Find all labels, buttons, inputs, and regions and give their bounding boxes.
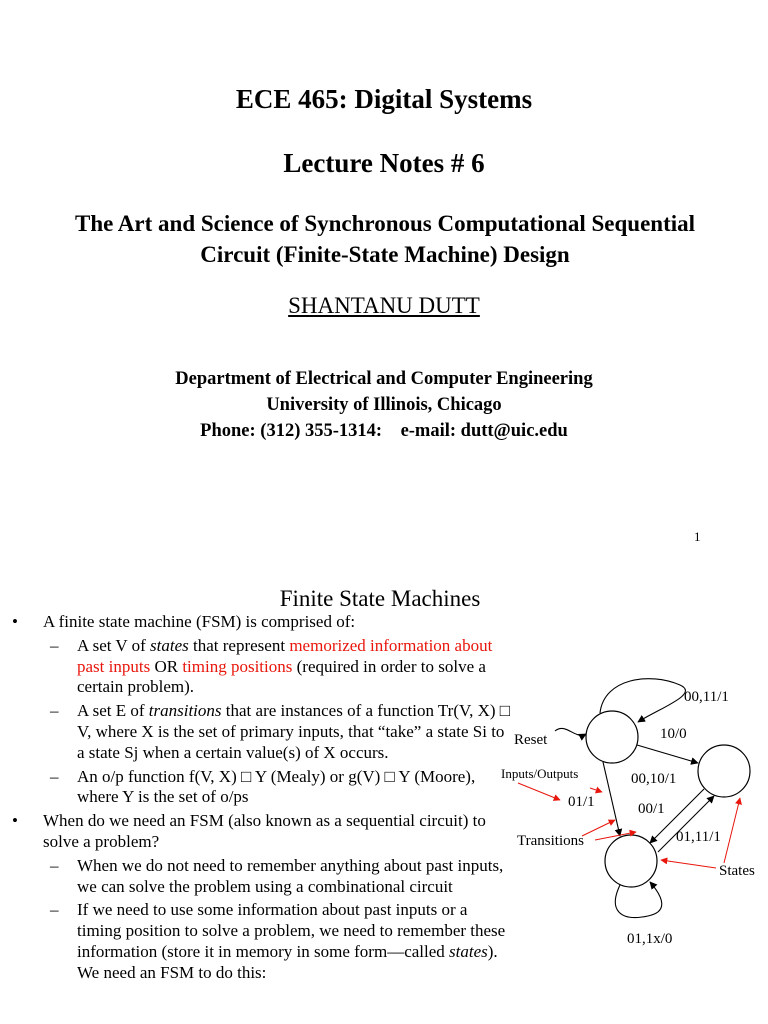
text-run: (required in order to solve a certain problem).: [77, 656, 486, 697]
text-run-red: timing positions: [182, 656, 293, 676]
annotation-arrow-states-1: [661, 860, 716, 868]
dash-marker: –: [50, 900, 59, 920]
bullet-fsm-definition: [0, 612, 512, 633]
label-reset: Reset: [514, 732, 548, 748]
label-00-10-1: 00,10/1: [631, 771, 677, 787]
state-circle-top: [586, 711, 638, 763]
page-number: 1: [694, 529, 701, 544]
label-01-1x-0: 01,1x/0: [627, 931, 673, 947]
dash-marker: –: [50, 766, 59, 786]
subtitle-line-2: Circuit (Finite-State Machine) Design: [200, 242, 570, 267]
label-01-1: 01/1: [568, 794, 595, 810]
dash-marker: –: [50, 635, 59, 655]
text-run-italic: states: [150, 635, 189, 655]
university: University of Illinois, Chicago: [266, 395, 502, 415]
affiliation: [0, 366, 768, 444]
bullet-text: When do we need an FSM (also known as a sequential circuit) to solve a problem?: [43, 811, 486, 851]
subbullet-states: [0, 636, 512, 698]
self-loop-bottom-arrow: [615, 882, 661, 918]
subbullet-output-function: [0, 767, 512, 809]
lecture-title: Lecture Notes # 6: [283, 148, 485, 178]
text-run: OR: [150, 656, 183, 676]
reset-arrow: [555, 728, 586, 735]
label-00-11-1: 00,11/1: [684, 689, 729, 705]
subbullet-combinational: [0, 856, 512, 898]
text-run: that represent: [188, 635, 290, 655]
transition-top-right: [637, 745, 698, 763]
subbullet-transitions: [0, 701, 512, 763]
text-run-italic: states: [449, 941, 488, 961]
text-run: A set E of: [77, 701, 149, 721]
label-transitions: Transitions: [517, 833, 584, 849]
text-run-italic: transitions: [148, 701, 222, 721]
bullet-marker: •: [12, 811, 18, 831]
lecture-subtitle: [24, 208, 746, 270]
bullet-text: A finite state machine (FSM) is comprised of:: [43, 612, 356, 631]
text-run-red: memorized information about past inputs: [77, 635, 493, 676]
course-title: ECE 465: Digital Systems: [235, 84, 533, 114]
text-run: An o/p function f(V, X) □ Y (Mealy) or g(V) □ Y (Moore), where Y is the set of o/ps: [77, 766, 476, 807]
state-circle-right: [698, 745, 750, 797]
annotation-arrow-states-2: [724, 798, 740, 863]
label-10-0: 10/0: [660, 726, 687, 742]
bullet-list: [0, 612, 512, 984]
text-run: A set V of: [77, 635, 151, 655]
annotation-arrow-io-2: [590, 788, 602, 792]
annotation-arrow-io: [518, 783, 560, 800]
dash-marker: –: [50, 701, 59, 721]
label-01-11-1: 01,11/1: [676, 829, 721, 845]
bullet-marker: •: [12, 612, 18, 631]
annotation-arrow-transitions-1: [582, 820, 615, 836]
label-inputs-outputs: Inputs/Outputs: [501, 766, 579, 781]
state-circle-bottom: [605, 835, 657, 887]
text-run: ). We need an FSM to do this:: [77, 941, 498, 982]
subtitle-line-1: The Art and Science of Synchronous Computational Sequential: [74, 211, 696, 236]
contact-info: Phone: (312) 355-1314: e-mail: dutt@uic.edu: [200, 421, 568, 441]
subbullet-sequential: [0, 900, 512, 983]
label-00-1: 00/1: [638, 801, 665, 817]
author-name: SHANTANU DUTT: [288, 293, 480, 318]
slide-title: Finite State Machines: [279, 586, 481, 611]
text-run: If we need to use some information about past inputs or a timing position to solve a problem, we need to remember these information (store it in memory in some form—called: [77, 900, 506, 961]
fsm-state-diagram: [495, 670, 765, 960]
text-run: that are instances of a function Tr(V, X) □ V, where X is the set of primary inputs, that “take” a state Si to a state Sj when a certain value(s) of X occurs.: [77, 701, 511, 762]
dash-marker: –: [50, 855, 59, 875]
text-run: When we do not need to remember anything about past inputs, we can solve the problem using a combinational circuit: [77, 855, 504, 896]
department: Department of Electrical and Computer Engineering: [175, 369, 593, 389]
bullet-when-fsm: [0, 811, 512, 853]
label-states: States: [719, 863, 755, 879]
